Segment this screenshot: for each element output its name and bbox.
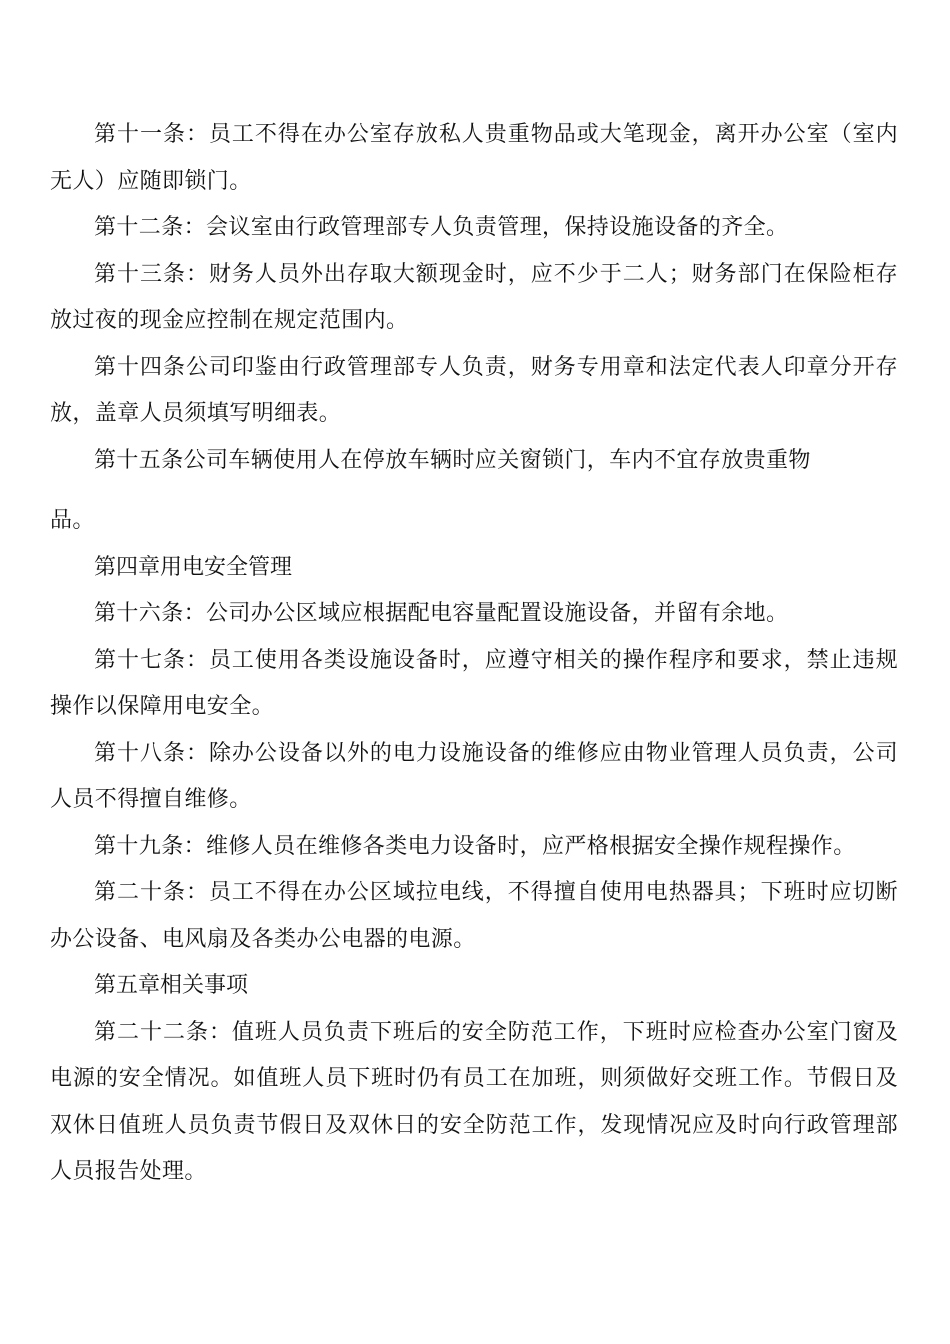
article-18: 第十八条：除办公设备以外的电力设施设备的维修应由物业管理人员负责，公司人员不得擅自维修。 bbox=[50, 740, 898, 812]
article-22: 第二十二条：值班人员负责下班后的安全防范工作，下班时应检查办公室门窗及电源的安全情况。如值班人员下班时仍有员工在加班，则须做好交班工作。节假日及双休日值班人员负责节假日及双休日的安全防范工作，发现情况应及时向行政管理部人员报告处理。 bbox=[50, 1019, 898, 1184]
article-15-line-1: 第十五条公司车辆使用人在停放车辆时应关窗锁门，车内不宜存放贵重物 bbox=[94, 447, 811, 473]
article-17: 第十七条：员工使用各类设施设备时，应遵守相关的操作程序和要求，禁止违规操作以保障用电安全。 bbox=[50, 647, 898, 719]
document-body bbox=[50, 112, 898, 1196]
article-14: 第十四条公司印鉴由行政管理部专人负责，财务专用章和法定代表人印章分开存放，盖章人员须填写明细表。 bbox=[50, 354, 898, 426]
article-11: 第十一条：员工不得在办公室存放私人贵重物品或大笔现金，离开办公室（室内无人）应随即锁门。 bbox=[50, 122, 898, 194]
article-15-line-2: 品。 bbox=[50, 508, 95, 533]
article-16: 第十六条：公司办公区域应根据配电容量配置设施设备，并留有余地。 bbox=[94, 601, 789, 626]
article-19: 第十九条：维修人员在维修各类电力设备时，应严格根据安全操作规程操作。 bbox=[94, 833, 856, 859]
chapter-4-heading: 第四章用电安全管理 bbox=[94, 554, 293, 580]
article-20: 第二十条：员工不得在办公区域拉电线，不得擅自使用电热器具；下班时应切断办公设备、电风扇及各类办公电器的电源。 bbox=[50, 880, 898, 952]
chapter-5-heading: 第五章相关事项 bbox=[94, 973, 249, 998]
line-break-gap bbox=[50, 484, 898, 498]
article-12: 第十二条：会议室由行政管理部专人负责管理，保持设施设备的齐全。 bbox=[94, 215, 789, 240]
article-13: 第十三条：财务人员外出存取大额现金时，应不少于二人；财务部门在保险柜存放过夜的现金应控制在规定范围内。 bbox=[50, 261, 898, 333]
